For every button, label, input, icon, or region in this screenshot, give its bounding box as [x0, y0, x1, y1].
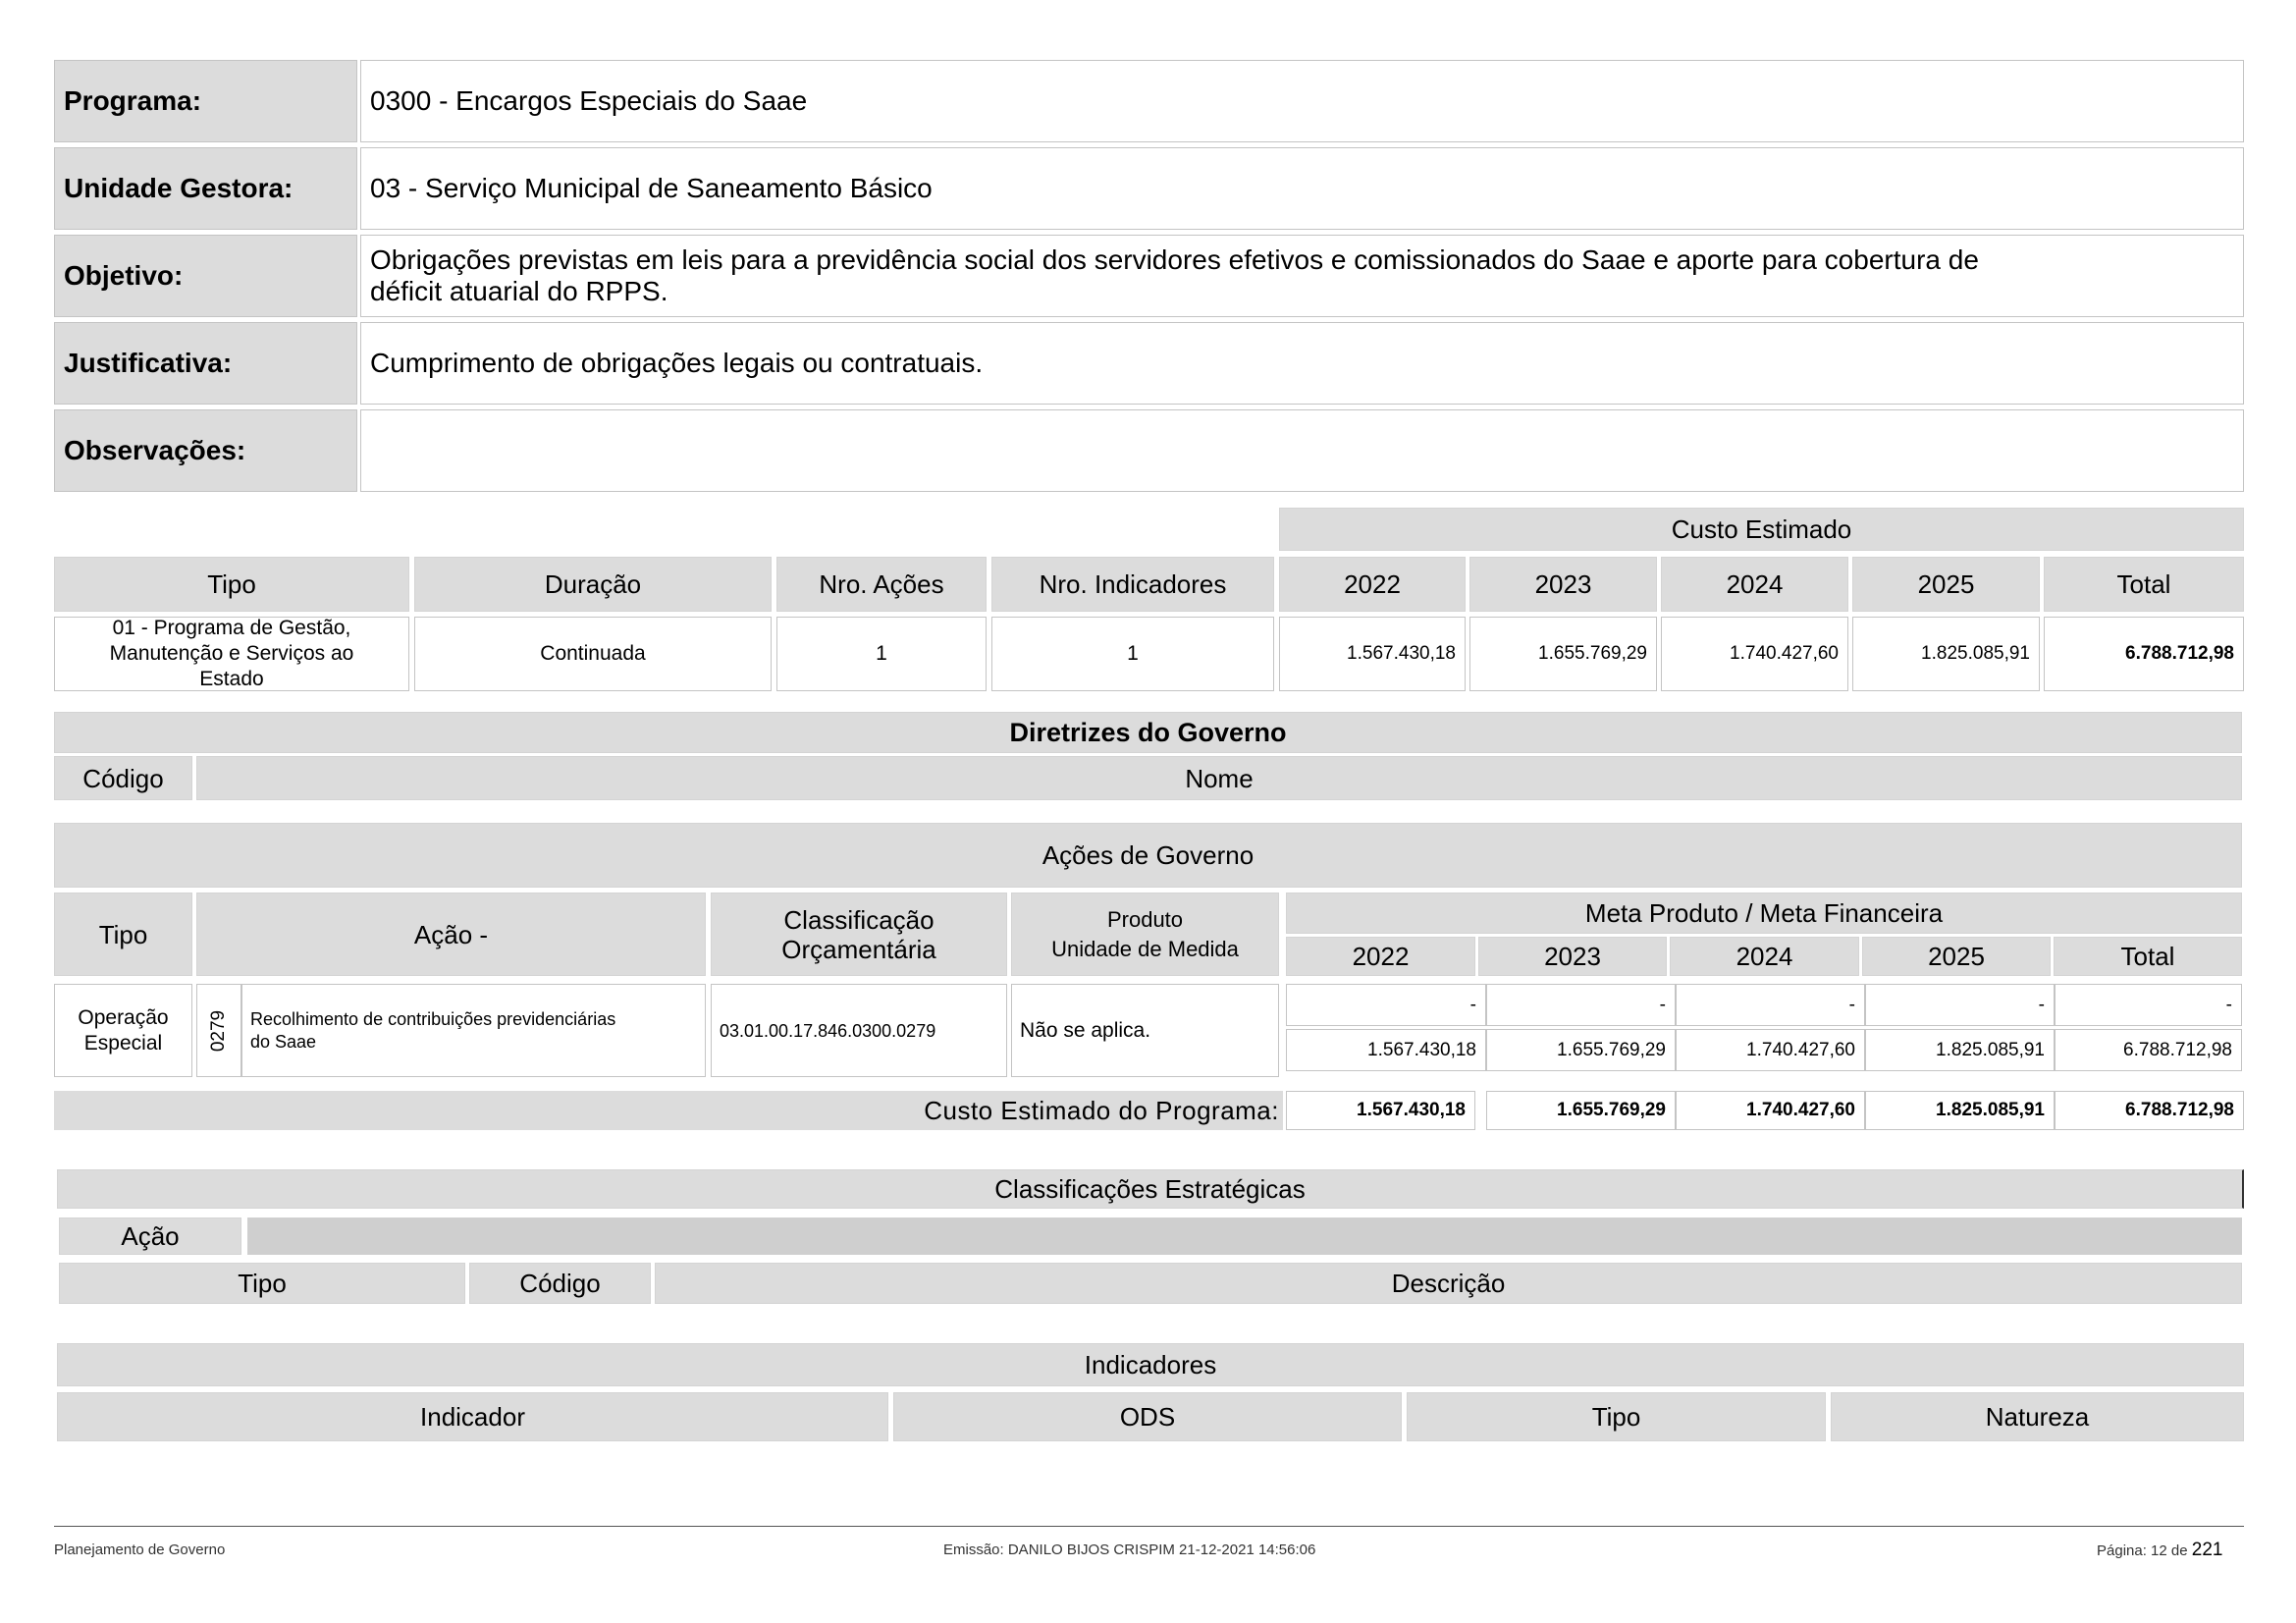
custo-estimado-title: Custo Estimado — [1279, 508, 2244, 551]
acao-meta-2023: - — [1486, 984, 1676, 1026]
custo-row-duracao: Continuada — [414, 617, 772, 691]
acao-financeira-2025: 1.825.085,91 — [1865, 1029, 2055, 1071]
acao-row-descricao — [241, 984, 706, 1077]
acao-row-tipo-line1: Operação — [78, 1005, 169, 1029]
custo-header-duracao: Duração — [414, 557, 772, 612]
custo-row-2025: 1.825.085,91 — [1852, 617, 2040, 691]
acoes-title: Ações de Governo — [54, 823, 2242, 888]
custo-header-2024: 2024 — [1661, 557, 1848, 612]
custo-programa-2023: 1.655.769,29 — [1486, 1091, 1676, 1130]
custo-header-2022: 2022 — [1279, 557, 1466, 612]
justificativa-value: Cumprimento de obrigações legais ou contratuais. — [360, 322, 2244, 405]
custo-row-2024: 1.740.427,60 — [1661, 617, 1848, 691]
diretrizes-title: Diretrizes do Governo — [54, 712, 2242, 753]
custo-header-2023: 2023 — [1469, 557, 1657, 612]
acao-financeira-2022: 1.567.430,18 — [1286, 1029, 1486, 1071]
acao-row-tipo-line2: Especial — [83, 1031, 163, 1055]
acoes-header-classificacao-line1: Classificação — [783, 904, 934, 935]
acoes-header-year-2025: 2025 — [1862, 937, 2051, 976]
acao-meta-2024: - — [1676, 984, 1865, 1026]
custo-programa-2025: 1.825.085,91 — [1865, 1091, 2055, 1130]
acao-row-classificacao: 03.01.00.17.846.0300.0279 — [711, 984, 1007, 1077]
acoes-header-year-total: Total — [2054, 937, 2242, 976]
objetivo-line-1: Obrigações previstas em leis para a previdência social dos servidores efetivos e comissionados do Saae e aporte para cobertura de — [370, 244, 1979, 275]
acoes-header-acao: Ação - — [196, 893, 706, 976]
acoes-header-year-2024: 2024 — [1670, 937, 1859, 976]
objetivo-label: Objetivo: — [54, 235, 357, 317]
custo-row-nro-acoes: 1 — [776, 617, 987, 691]
acao-meta-2022: - — [1286, 984, 1486, 1026]
acao-row-produto: Não se aplica. — [1011, 984, 1279, 1077]
footer-page-total: 221 — [2191, 1540, 2223, 1560]
unidade-gestora-label: Unidade Gestora: — [54, 147, 357, 230]
custo-header-nro-indicadores: Nro. Indicadores — [991, 557, 1274, 612]
custo-row-2022: 1.567.430,18 — [1279, 617, 1466, 691]
acao-financeira-total: 6.788.712,98 — [2055, 1029, 2242, 1071]
acoes-header-produto — [1011, 893, 1279, 976]
acoes-header-produto-line2: Unidade de Medida — [1051, 936, 1239, 961]
custo-row-total: 6.788.712,98 — [2044, 617, 2244, 691]
custo-header-total: Total — [2044, 557, 2244, 612]
acoes-header-tipo: Tipo — [54, 893, 192, 976]
custo-header-2025: 2025 — [1852, 557, 2040, 612]
footer-pagination — [2097, 1540, 2222, 1561]
objetivo-line-2: déficit atuarial do RPPS. — [370, 276, 668, 306]
custo-programa-2024: 1.740.427,60 — [1676, 1091, 1865, 1130]
objetivo-value — [360, 235, 2244, 317]
acoes-header-classificacao — [711, 893, 1007, 976]
acao-financeira-2024: 1.740.427,60 — [1676, 1029, 1865, 1071]
acao-financeira-2023: 1.655.769,29 — [1486, 1029, 1676, 1071]
footer-page-prefix: Página: 12 de — [2097, 1542, 2188, 1559]
indicadores-header-tipo: Tipo — [1407, 1392, 1826, 1441]
acao-row-descricao-line2: do Saae — [250, 1031, 317, 1052]
classificacoes-header-tipo: Tipo — [59, 1263, 465, 1304]
diretrizes-header-codigo: Código — [54, 756, 192, 800]
acoes-header-classificacao-line2: Orçamentária — [781, 934, 936, 964]
justificativa-label: Justificativa: — [54, 322, 357, 405]
indicadores-header-natureza: Natureza — [1831, 1392, 2244, 1441]
classificacoes-header-acao: Ação — [59, 1217, 241, 1255]
custo-row-tipo: 01 - Programa de Gestão, Manutenção e Serviços ao Estado — [54, 617, 409, 691]
classificacoes-acao-bar — [247, 1217, 2242, 1255]
custo-programa-total: 6.788.712,98 — [2055, 1091, 2244, 1130]
acao-row-codigo-cell — [196, 984, 241, 1077]
indicadores-title: Indicadores — [57, 1343, 2244, 1386]
custo-estimado-programa-label: Custo Estimado do Programa: — [54, 1091, 1283, 1130]
acao-meta-total: - — [2055, 984, 2242, 1026]
acao-meta-2025: - — [1865, 984, 2055, 1026]
programa-value: 0300 - Encargos Especiais do Saae — [360, 60, 2244, 142]
acao-row-descricao-line1: Recolhimento de contribuições previdenciárias — [250, 1008, 616, 1029]
acoes-header-produto-line1: Produto — [1106, 906, 1184, 932]
indicadores-header-indicador: Indicador — [57, 1392, 888, 1441]
acao-row-tipo — [54, 984, 192, 1077]
acoes-header-year-2022: 2022 — [1286, 937, 1475, 976]
custo-programa-2022: 1.567.430,18 — [1286, 1091, 1475, 1130]
classificacoes-title: Classificações Estratégicas — [57, 1169, 2244, 1209]
programa-label: Programa: — [54, 60, 357, 142]
unidade-gestora-value: 03 - Serviço Municipal de Saneamento Básico — [360, 147, 2244, 230]
custo-row-nro-indicadores: 1 — [991, 617, 1274, 691]
custo-row-2023: 1.655.769,29 — [1469, 617, 1657, 691]
diretrizes-header-nome: Nome — [196, 756, 2242, 800]
classificacoes-header-codigo: Código — [469, 1263, 651, 1304]
footer-emissao: Emissão: DANILO BIJOS CRISPIM 21-12-2021 14:56:06 — [943, 1542, 1316, 1558]
footer-left: Planejamento de Governo — [54, 1542, 226, 1558]
indicadores-header-ods: ODS — [893, 1392, 1402, 1441]
custo-header-tipo: Tipo — [54, 557, 409, 612]
acoes-header-year-2023: 2023 — [1478, 937, 1667, 976]
footer-divider — [54, 1526, 2244, 1527]
acoes-header-meta: Meta Produto / Meta Financeira — [1286, 893, 2242, 934]
observacoes-label: Observações: — [54, 409, 357, 492]
acao-row-codigo: 0279 — [208, 1009, 229, 1052]
observacoes-value — [360, 409, 2244, 492]
classificacoes-header-descricao: Descrição — [655, 1263, 2242, 1304]
custo-header-nro-acoes: Nro. Ações — [776, 557, 987, 612]
